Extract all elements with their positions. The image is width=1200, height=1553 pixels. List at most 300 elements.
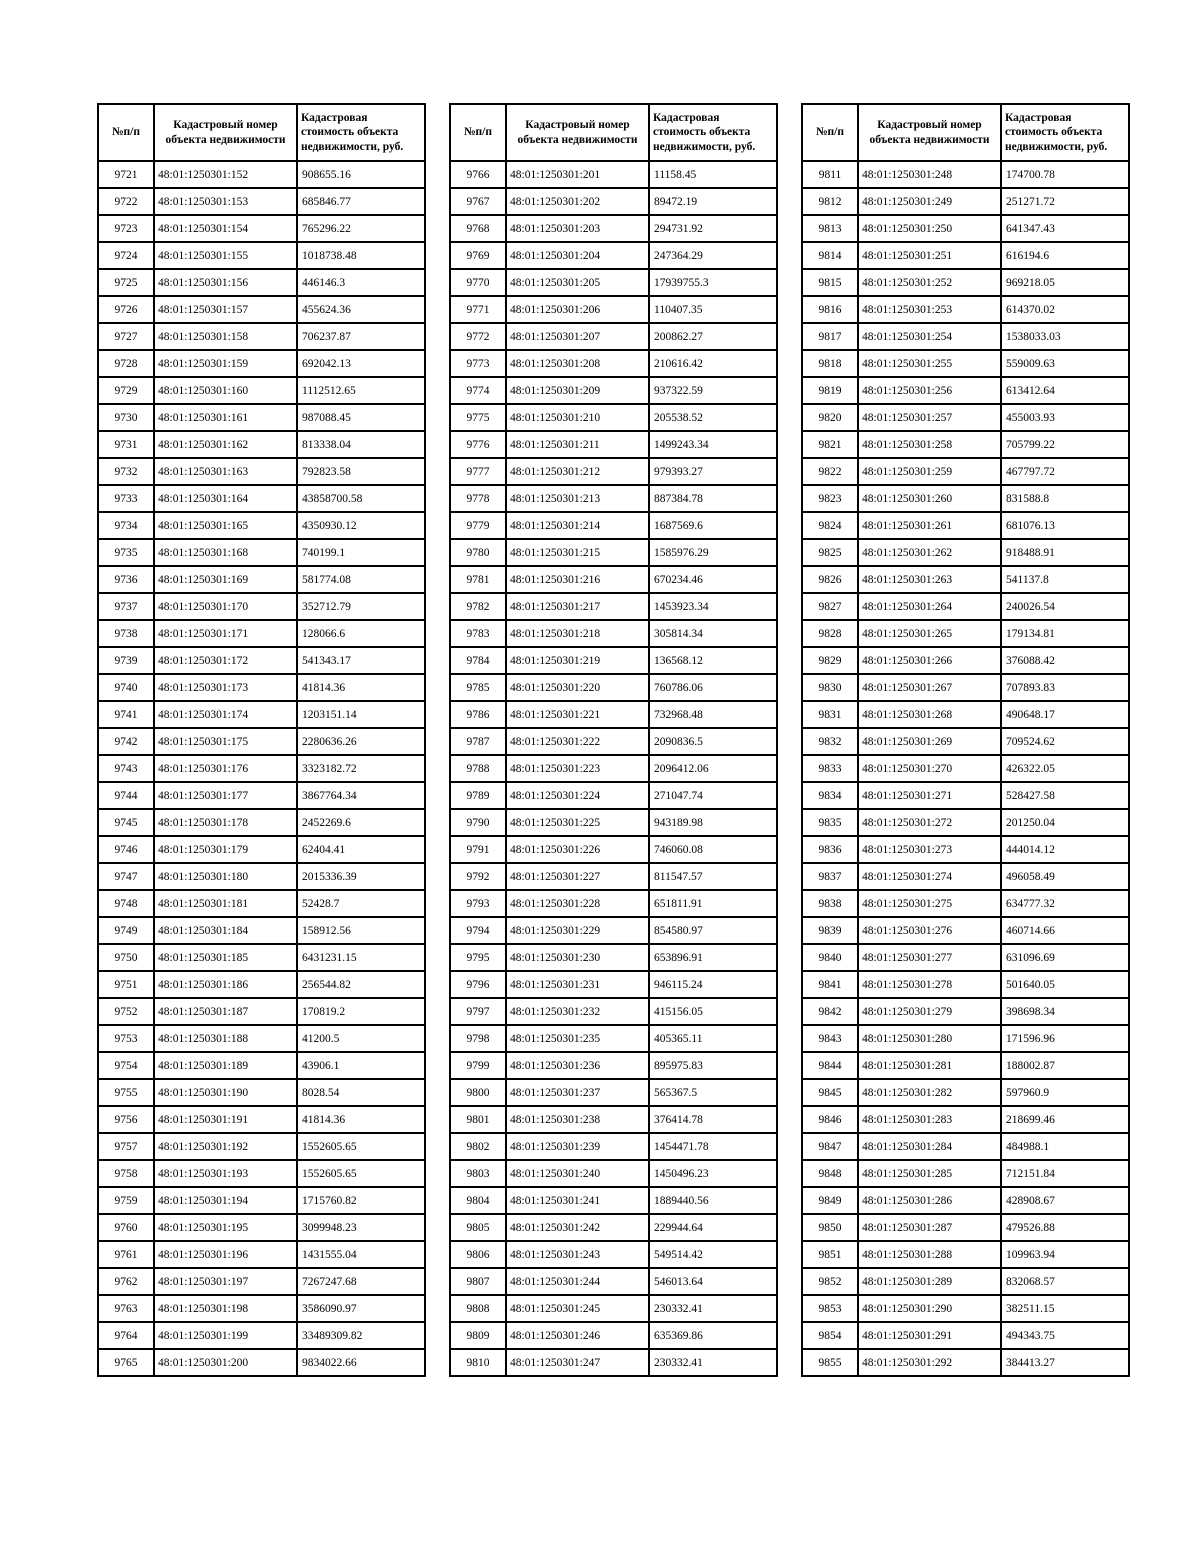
row-number-cell: 9836 <box>802 836 858 863</box>
cadastral-number-cell: 48:01:1250301:282 <box>858 1079 1001 1106</box>
table-row <box>98 188 425 215</box>
row-number-cell: 9811 <box>802 161 858 188</box>
table-row <box>450 485 777 512</box>
cadastral-number-cell: 48:01:1250301:195 <box>154 1214 297 1241</box>
table-row <box>450 242 777 269</box>
cadastral-value-cell: 3586090.97 <box>297 1295 425 1322</box>
row-number-cell: 9747 <box>98 863 154 890</box>
table-row <box>450 701 777 728</box>
table-row <box>450 1106 777 1133</box>
cadastral-number-cell: 48:01:1250301:274 <box>858 863 1001 890</box>
row-number-cell: 9801 <box>450 1106 506 1133</box>
cadastral-number-cell: 48:01:1250301:191 <box>154 1106 297 1133</box>
table-row <box>98 215 425 242</box>
row-number-cell: 9792 <box>450 863 506 890</box>
cadastral-value-cell: 110407.35 <box>649 296 777 323</box>
table-row <box>450 269 777 296</box>
row-number-cell: 9847 <box>802 1133 858 1160</box>
table-row <box>450 566 777 593</box>
cadastral-number-cell: 48:01:1250301:226 <box>506 836 649 863</box>
table-row <box>98 944 425 971</box>
header-cell-cadastral: Кадастровый номер объекта недвижимости <box>154 104 297 161</box>
table-row <box>802 755 1129 782</box>
table-row <box>450 1133 777 1160</box>
row-number-cell: 9831 <box>802 701 858 728</box>
row-number-cell: 9806 <box>450 1241 506 1268</box>
cadastral-value-cell: 2280636.26 <box>297 728 425 755</box>
cadastral-value-cell: 732968.48 <box>649 701 777 728</box>
cadastral-value-cell: 528427.58 <box>1001 782 1129 809</box>
row-number-cell: 9729 <box>98 377 154 404</box>
cadastral-value-cell: 33489309.82 <box>297 1322 425 1349</box>
table-row <box>98 1268 425 1295</box>
table-row <box>802 539 1129 566</box>
cadastral-number-cell: 48:01:1250301:170 <box>154 593 297 620</box>
cadastral-value-cell: 854580.97 <box>649 917 777 944</box>
row-number-cell: 9790 <box>450 809 506 836</box>
row-number-cell: 9844 <box>802 1052 858 1079</box>
cadastral-number-cell: 48:01:1250301:257 <box>858 404 1001 431</box>
row-number-cell: 9727 <box>98 323 154 350</box>
cadastral-value-cell: 706237.87 <box>297 323 425 350</box>
table-row <box>450 161 777 188</box>
table-row <box>98 377 425 404</box>
cadastral-number-cell: 48:01:1250301:211 <box>506 431 649 458</box>
cadastral-value-cell: 6431231.15 <box>297 944 425 971</box>
table-row <box>450 1322 777 1349</box>
table-row <box>98 890 425 917</box>
cadastral-value-cell: 1112512.65 <box>297 377 425 404</box>
cadastral-value-cell: 41814.36 <box>297 1106 425 1133</box>
table-row <box>802 701 1129 728</box>
row-number-cell: 9838 <box>802 890 858 917</box>
cadastral-number-cell: 48:01:1250301:259 <box>858 458 1001 485</box>
row-number-cell: 9737 <box>98 593 154 620</box>
cadastral-value-cell: 832068.57 <box>1001 1268 1129 1295</box>
cadastral-value-cell: 398698.34 <box>1001 998 1129 1025</box>
table-row <box>450 1241 777 1268</box>
table-row <box>450 890 777 917</box>
table-row <box>802 944 1129 971</box>
table-row <box>98 1133 425 1160</box>
cadastral-value-cell: 455003.93 <box>1001 404 1129 431</box>
cadastral-value-cell: 831588.8 <box>1001 485 1129 512</box>
cadastral-number-cell: 48:01:1250301:264 <box>858 593 1001 620</box>
row-number-cell: 9842 <box>802 998 858 1025</box>
cadastral-value-cell: 188002.87 <box>1001 1052 1129 1079</box>
cadastral-value-cell: 158912.56 <box>297 917 425 944</box>
table-row <box>802 1295 1129 1322</box>
cadastral-value-cell: 179134.81 <box>1001 620 1129 647</box>
cadastral-value-cell: 1431555.04 <box>297 1241 425 1268</box>
row-number-cell: 9791 <box>450 836 506 863</box>
table-row <box>802 566 1129 593</box>
row-number-cell: 9764 <box>98 1322 154 1349</box>
table-row <box>802 1052 1129 1079</box>
cadastral-value-cell: 218699.46 <box>1001 1106 1129 1133</box>
table-row <box>450 917 777 944</box>
cadastral-value-cell: 201250.04 <box>1001 809 1129 836</box>
cadastral-number-cell: 48:01:1250301:185 <box>154 944 297 971</box>
row-number-cell: 9751 <box>98 971 154 998</box>
cadastral-number-cell: 48:01:1250301:168 <box>154 539 297 566</box>
cadastral-value-cell: 707893.83 <box>1001 674 1129 701</box>
row-number-cell: 9777 <box>450 458 506 485</box>
row-number-cell: 9817 <box>802 323 858 350</box>
cadastral-number-cell: 48:01:1250301:239 <box>506 1133 649 1160</box>
row-number-cell: 9731 <box>98 431 154 458</box>
cadastral-number-cell: 48:01:1250301:165 <box>154 512 297 539</box>
cadastral-number-cell: 48:01:1250301:273 <box>858 836 1001 863</box>
cadastral-value-cell: 1538033.03 <box>1001 323 1129 350</box>
cadastral-number-cell: 48:01:1250301:217 <box>506 593 649 620</box>
cadastral-value-cell: 614370.02 <box>1001 296 1129 323</box>
cadastral-value-cell: 681076.13 <box>1001 512 1129 539</box>
row-number-cell: 9835 <box>802 809 858 836</box>
row-number-cell: 9721 <box>98 161 154 188</box>
cadastral-number-cell: 48:01:1250301:171 <box>154 620 297 647</box>
row-number-cell: 9820 <box>802 404 858 431</box>
cadastral-value-cell: 4350930.12 <box>297 512 425 539</box>
row-number-cell: 9756 <box>98 1106 154 1133</box>
row-number-cell: 9852 <box>802 1268 858 1295</box>
cadastral-number-cell: 48:01:1250301:241 <box>506 1187 649 1214</box>
cadastral-number-cell: 48:01:1250301:269 <box>858 728 1001 755</box>
table-row <box>802 971 1129 998</box>
cadastral-value-cell: 597960.9 <box>1001 1079 1129 1106</box>
cadastral-number-cell: 48:01:1250301:279 <box>858 998 1001 1025</box>
table-row <box>98 269 425 296</box>
row-number-cell: 9807 <box>450 1268 506 1295</box>
cadastral-value-cell: 2096412.06 <box>649 755 777 782</box>
cadastral-value-cell: 494343.75 <box>1001 1322 1129 1349</box>
cadastral-value-cell: 1018738.48 <box>297 242 425 269</box>
table-row <box>450 809 777 836</box>
row-number-cell: 9744 <box>98 782 154 809</box>
table-row <box>450 674 777 701</box>
table-body <box>450 161 777 1376</box>
cadastral-number-cell: 48:01:1250301:258 <box>858 431 1001 458</box>
header-row <box>450 104 777 161</box>
cadastral-value-cell: 136568.12 <box>649 647 777 674</box>
row-number-cell: 9766 <box>450 161 506 188</box>
table-row <box>802 1322 1129 1349</box>
cadastral-value-cell: 887384.78 <box>649 485 777 512</box>
cadastral-number-cell: 48:01:1250301:219 <box>506 647 649 674</box>
cadastral-number-cell: 48:01:1250301:291 <box>858 1322 1001 1349</box>
table-header <box>802 104 1129 161</box>
cadastral-value-cell: 294731.92 <box>649 215 777 242</box>
row-number-cell: 9839 <box>802 917 858 944</box>
cadastral-value-cell: 969218.05 <box>1001 269 1129 296</box>
cadastral-value-cell: 444014.12 <box>1001 836 1129 863</box>
row-number-cell: 9810 <box>450 1349 506 1376</box>
cadastral-value-cell: 376414.78 <box>649 1106 777 1133</box>
table-row <box>450 458 777 485</box>
cadastral-value-cell: 305814.34 <box>649 620 777 647</box>
table-row <box>802 836 1129 863</box>
row-number-cell: 9830 <box>802 674 858 701</box>
table-row <box>802 458 1129 485</box>
cadastral-number-cell: 48:01:1250301:229 <box>506 917 649 944</box>
row-number-cell: 9775 <box>450 404 506 431</box>
header-row <box>98 104 425 161</box>
table-row <box>450 647 777 674</box>
row-number-cell: 9840 <box>802 944 858 971</box>
table-row <box>450 1187 777 1214</box>
cadastral-table-middle <box>449 103 778 1377</box>
table-row <box>98 431 425 458</box>
table-row <box>450 1268 777 1295</box>
table-row <box>450 296 777 323</box>
table-row <box>802 323 1129 350</box>
cadastral-value-cell: 41200.5 <box>297 1025 425 1052</box>
cadastral-value-cell: 89472.19 <box>649 188 777 215</box>
table-row <box>450 1349 777 1376</box>
cadastral-value-cell: 546013.64 <box>649 1268 777 1295</box>
row-number-cell: 9725 <box>98 269 154 296</box>
cadastral-number-cell: 48:01:1250301:213 <box>506 485 649 512</box>
cadastral-value-cell: 943189.98 <box>649 809 777 836</box>
row-number-cell: 9789 <box>450 782 506 809</box>
table-row <box>98 323 425 350</box>
row-number-cell: 9778 <box>450 485 506 512</box>
cadastral-number-cell: 48:01:1250301:280 <box>858 1025 1001 1052</box>
cadastral-number-cell: 48:01:1250301:193 <box>154 1160 297 1187</box>
row-number-cell: 9741 <box>98 701 154 728</box>
cadastral-number-cell: 48:01:1250301:153 <box>154 188 297 215</box>
row-number-cell: 9850 <box>802 1214 858 1241</box>
cadastral-number-cell: 48:01:1250301:281 <box>858 1052 1001 1079</box>
cadastral-value-cell: 479526.88 <box>1001 1214 1129 1241</box>
cadastral-number-cell: 48:01:1250301:220 <box>506 674 649 701</box>
cadastral-number-cell: 48:01:1250301:159 <box>154 350 297 377</box>
row-number-cell: 9795 <box>450 944 506 971</box>
row-number-cell: 9824 <box>802 512 858 539</box>
table-row <box>802 404 1129 431</box>
cadastral-value-cell: 765296.22 <box>297 215 425 242</box>
cadastral-number-cell: 48:01:1250301:203 <box>506 215 649 242</box>
cadastral-value-cell: 484988.1 <box>1001 1133 1129 1160</box>
table-row <box>98 863 425 890</box>
cadastral-value-cell: 813338.04 <box>297 431 425 458</box>
row-number-cell: 9798 <box>450 1025 506 1052</box>
cadastral-value-cell: 987088.45 <box>297 404 425 431</box>
table-row <box>802 809 1129 836</box>
table-row <box>98 782 425 809</box>
cadastral-value-cell: 1203151.14 <box>297 701 425 728</box>
row-number-cell: 9818 <box>802 350 858 377</box>
cadastral-value-cell: 613412.64 <box>1001 377 1129 404</box>
table-row <box>802 1106 1129 1133</box>
cadastral-value-cell: 541137.8 <box>1001 566 1129 593</box>
cadastral-number-cell: 48:01:1250301:262 <box>858 539 1001 566</box>
cadastral-number-cell: 48:01:1250301:251 <box>858 242 1001 269</box>
cadastral-value-cell: 446146.3 <box>297 269 425 296</box>
cadastral-value-cell: 634777.32 <box>1001 890 1129 917</box>
table-row <box>802 161 1129 188</box>
row-number-cell: 9761 <box>98 1241 154 1268</box>
cadastral-number-cell: 48:01:1250301:215 <box>506 539 649 566</box>
table-row <box>450 512 777 539</box>
row-number-cell: 9776 <box>450 431 506 458</box>
cadastral-number-cell: 48:01:1250301:222 <box>506 728 649 755</box>
table-row <box>450 1214 777 1241</box>
table-row <box>98 458 425 485</box>
cadastral-number-cell: 48:01:1250301:266 <box>858 647 1001 674</box>
cadastral-number-cell: 48:01:1250301:227 <box>506 863 649 890</box>
cadastral-number-cell: 48:01:1250301:200 <box>154 1349 297 1376</box>
cadastral-value-cell: 467797.72 <box>1001 458 1129 485</box>
row-number-cell: 9825 <box>802 539 858 566</box>
row-number-cell: 9770 <box>450 269 506 296</box>
row-number-cell: 9828 <box>802 620 858 647</box>
table-row <box>802 269 1129 296</box>
cadastral-value-cell: 653896.91 <box>649 944 777 971</box>
table-row <box>98 350 425 377</box>
cadastral-value-cell: 760786.06 <box>649 674 777 701</box>
cadastral-number-cell: 48:01:1250301:154 <box>154 215 297 242</box>
table-row <box>802 1025 1129 1052</box>
cadastral-number-cell: 48:01:1250301:261 <box>858 512 1001 539</box>
cadastral-value-cell: 979393.27 <box>649 458 777 485</box>
table-row <box>98 809 425 836</box>
cadastral-value-cell: 2090836.5 <box>649 728 777 755</box>
cadastral-number-cell: 48:01:1250301:271 <box>858 782 1001 809</box>
cadastral-number-cell: 48:01:1250301:277 <box>858 944 1001 971</box>
cadastral-value-cell: 501640.05 <box>1001 971 1129 998</box>
row-number-cell: 9781 <box>450 566 506 593</box>
row-number-cell: 9808 <box>450 1295 506 1322</box>
cadastral-value-cell: 1453923.34 <box>649 593 777 620</box>
cadastral-table-right <box>801 103 1130 1377</box>
cadastral-value-cell: 692042.13 <box>297 350 425 377</box>
table-row <box>98 296 425 323</box>
header-cell-cadastral: Кадастровый номер объекта недвижимости <box>506 104 649 161</box>
cadastral-number-cell: 48:01:1250301:292 <box>858 1349 1001 1376</box>
cadastral-value-cell: 1889440.56 <box>649 1187 777 1214</box>
table-row <box>450 188 777 215</box>
table-row <box>802 863 1129 890</box>
cadastral-value-cell: 1585976.29 <box>649 539 777 566</box>
table-row <box>802 1187 1129 1214</box>
table-row <box>98 755 425 782</box>
cadastral-number-cell: 48:01:1250301:238 <box>506 1106 649 1133</box>
cadastral-number-cell: 48:01:1250301:197 <box>154 1268 297 1295</box>
table-row <box>802 1268 1129 1295</box>
cadastral-value-cell: 210616.42 <box>649 350 777 377</box>
cadastral-value-cell: 251271.72 <box>1001 188 1129 215</box>
table-row <box>98 593 425 620</box>
table-row <box>450 539 777 566</box>
row-number-cell: 9749 <box>98 917 154 944</box>
cadastral-number-cell: 48:01:1250301:276 <box>858 917 1001 944</box>
table-row <box>450 1025 777 1052</box>
cadastral-number-cell: 48:01:1250301:205 <box>506 269 649 296</box>
table-row <box>98 647 425 674</box>
cadastral-value-cell: 641347.43 <box>1001 215 1129 242</box>
row-number-cell: 9742 <box>98 728 154 755</box>
cadastral-number-cell: 48:01:1250301:284 <box>858 1133 1001 1160</box>
row-number-cell: 9805 <box>450 1214 506 1241</box>
cadastral-number-cell: 48:01:1250301:244 <box>506 1268 649 1295</box>
cadastral-number-cell: 48:01:1250301:245 <box>506 1295 649 1322</box>
row-number-cell: 9738 <box>98 620 154 647</box>
table-row <box>98 566 425 593</box>
table-row <box>450 1079 777 1106</box>
row-number-cell: 9774 <box>450 377 506 404</box>
row-number-cell: 9829 <box>802 647 858 674</box>
cadastral-number-cell: 48:01:1250301:268 <box>858 701 1001 728</box>
cadastral-value-cell: 1499243.34 <box>649 431 777 458</box>
cadastral-number-cell: 48:01:1250301:290 <box>858 1295 1001 1322</box>
table-row <box>450 944 777 971</box>
cadastral-number-cell: 48:01:1250301:192 <box>154 1133 297 1160</box>
cadastral-number-cell: 48:01:1250301:214 <box>506 512 649 539</box>
row-number-cell: 9784 <box>450 647 506 674</box>
table-row <box>802 1349 1129 1376</box>
table-row <box>98 404 425 431</box>
cadastral-number-cell: 48:01:1250301:208 <box>506 350 649 377</box>
cadastral-value-cell: 43858700.58 <box>297 485 425 512</box>
cadastral-value-cell: 405365.11 <box>649 1025 777 1052</box>
table-row <box>98 1025 425 1052</box>
table-row <box>802 647 1129 674</box>
cadastral-value-cell: 384413.27 <box>1001 1349 1129 1376</box>
table-row <box>450 377 777 404</box>
cadastral-value-cell: 895975.83 <box>649 1052 777 1079</box>
row-number-cell: 9757 <box>98 1133 154 1160</box>
cadastral-number-cell: 48:01:1250301:253 <box>858 296 1001 323</box>
table-row <box>98 1241 425 1268</box>
cadastral-number-cell: 48:01:1250301:252 <box>858 269 1001 296</box>
cadastral-number-cell: 48:01:1250301:230 <box>506 944 649 971</box>
row-number-cell: 9732 <box>98 458 154 485</box>
cadastral-value-cell: 271047.74 <box>649 782 777 809</box>
table-row <box>450 431 777 458</box>
cadastral-value-cell: 17939755.3 <box>649 269 777 296</box>
row-number-cell: 9855 <box>802 1349 858 1376</box>
cadastral-number-cell: 48:01:1250301:289 <box>858 1268 1001 1295</box>
cadastral-number-cell: 48:01:1250301:285 <box>858 1160 1001 1187</box>
cadastral-number-cell: 48:01:1250301:199 <box>154 1322 297 1349</box>
cadastral-number-cell: 48:01:1250301:162 <box>154 431 297 458</box>
cadastral-value-cell: 7267247.68 <box>297 1268 425 1295</box>
row-number-cell: 9743 <box>98 755 154 782</box>
row-number-cell: 9735 <box>98 539 154 566</box>
row-number-cell: 9759 <box>98 1187 154 1214</box>
row-number-cell: 9822 <box>802 458 858 485</box>
table-row <box>802 1160 1129 1187</box>
table-header <box>450 104 777 161</box>
table-row <box>450 863 777 890</box>
row-number-cell: 9788 <box>450 755 506 782</box>
cadastral-value-cell: 3867764.34 <box>297 782 425 809</box>
row-number-cell: 9746 <box>98 836 154 863</box>
cadastral-value-cell: 171596.96 <box>1001 1025 1129 1052</box>
cadastral-value-cell: 41814.36 <box>297 674 425 701</box>
cadastral-number-cell: 48:01:1250301:181 <box>154 890 297 917</box>
row-number-cell: 9748 <box>98 890 154 917</box>
cadastral-number-cell: 48:01:1250301:225 <box>506 809 649 836</box>
cadastral-number-cell: 48:01:1250301:173 <box>154 674 297 701</box>
table-row <box>450 755 777 782</box>
cadastral-number-cell: 48:01:1250301:240 <box>506 1160 649 1187</box>
header-cell-num: №п/п <box>802 104 858 161</box>
cadastral-number-cell: 48:01:1250301:249 <box>858 188 1001 215</box>
cadastral-value-cell: 8028.54 <box>297 1079 425 1106</box>
cadastral-value-cell: 230332.41 <box>649 1295 777 1322</box>
